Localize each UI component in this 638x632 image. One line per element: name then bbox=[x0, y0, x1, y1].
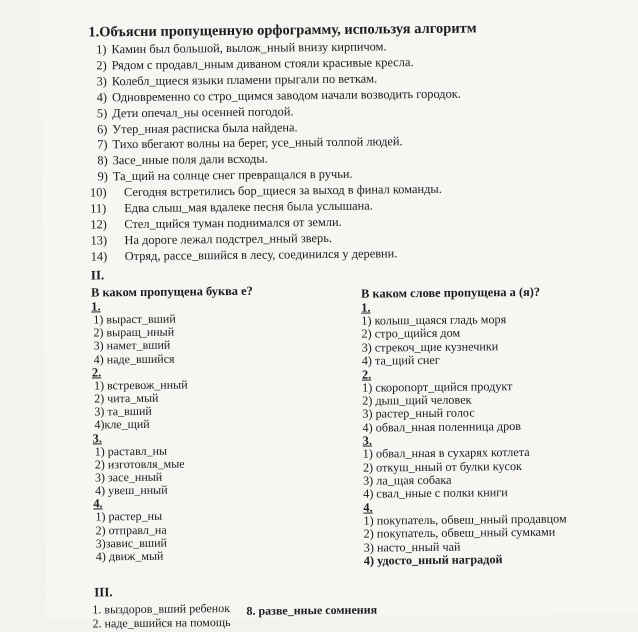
right-option: 3) насто_нный чай bbox=[363, 539, 461, 555]
section1-item bbox=[89, 135, 402, 153]
item-number: 10) bbox=[89, 185, 107, 200]
right-group-label: 1. bbox=[361, 300, 371, 315]
section1-item bbox=[89, 71, 377, 89]
section3-line2: 2. наде_вшийся на помощь bbox=[92, 615, 231, 631]
right-option: 3) растер_нный голос bbox=[362, 405, 475, 422]
item-text: На дороге лежал подстрел_нный зверь. bbox=[124, 230, 333, 247]
left-option: 4)кле_щий bbox=[94, 417, 150, 432]
item-number: 11) bbox=[90, 201, 107, 216]
section1-item bbox=[90, 231, 332, 249]
section1-item bbox=[90, 182, 442, 201]
right-option: 4) обвал_нная поленница дров bbox=[362, 418, 522, 435]
left-option: 4) движ_мый bbox=[95, 548, 164, 564]
item-number: 13) bbox=[90, 233, 108, 248]
right-question: В каком слове пропущена а (я)? bbox=[361, 284, 541, 301]
item-number: 2) bbox=[96, 58, 107, 73]
item-text: Камин был большой, вылож_нный внизу кирпичом. bbox=[111, 39, 387, 57]
item-number: 12) bbox=[90, 217, 107, 232]
item-text: Едва слыш_мая вдалеке песня была услышана. bbox=[124, 198, 373, 216]
left-option: 1) раставл_ны bbox=[94, 443, 168, 459]
left-option: 2) изготовля_мые bbox=[94, 456, 185, 472]
left-group-label: 3. bbox=[92, 430, 102, 446]
section1-item bbox=[90, 152, 268, 169]
item-text: Рядом с продавл_нным диваном стояли красивые кресла. bbox=[111, 54, 414, 73]
item-text: Стел_щийся туман поднимался от земли. bbox=[124, 214, 342, 232]
right-option: 2) откуш_нный от булки кусок bbox=[362, 458, 523, 475]
item-text: Одновременно со стро_щимся заводом начали возводить городок. bbox=[111, 86, 461, 104]
right-option: 4) удосто_нный наградой bbox=[363, 552, 503, 568]
section1-title: 1.Объясни пропущенную орфограмму, используя алгоритм bbox=[88, 20, 477, 41]
item-text: Засе_нные поля дали всходы. bbox=[112, 151, 268, 168]
item-number: 14) bbox=[90, 248, 108, 264]
item-text: Дети опечал_ны осенней погодой. bbox=[112, 103, 294, 120]
right-option: 1) скоропорт_щийся продукт bbox=[361, 378, 513, 395]
section1-item bbox=[90, 215, 341, 233]
left-option: 2) отправл_на bbox=[95, 522, 167, 538]
item-number: 1) bbox=[96, 42, 107, 57]
left-question: В каком пропущена буква е? bbox=[90, 283, 253, 300]
item-text: Колебл_щиеся языки пламени прыгали по веткам. bbox=[111, 71, 378, 89]
right-option: 1) обвал_нная в сухарях котлета bbox=[362, 445, 530, 461]
section1-item bbox=[89, 120, 297, 137]
left-option: 3) та_вший bbox=[94, 404, 152, 419]
item-number: 3) bbox=[96, 74, 107, 89]
section1-item bbox=[90, 199, 373, 217]
section1-item bbox=[91, 246, 398, 264]
right-option: 2) стро_щийся дом bbox=[361, 326, 461, 342]
item-number: 6) bbox=[96, 121, 108, 136]
left-group-label: 2. bbox=[91, 365, 102, 380]
right-group-label: 4. bbox=[363, 500, 373, 515]
left-option: 2) выращ_нный bbox=[93, 324, 175, 340]
left-group-label: 1. bbox=[91, 299, 101, 314]
left-option: 3)завис_вший bbox=[95, 535, 167, 551]
left-option: 4) увеш_нный bbox=[95, 482, 168, 498]
right-group-label: 3. bbox=[362, 433, 373, 448]
item-text: Сегодня встретились бор_щиеся за выход в финал команды. bbox=[123, 181, 442, 200]
item-number: 7) bbox=[97, 137, 108, 152]
section1-item bbox=[89, 86, 461, 105]
left-option: 3) засе_нный bbox=[94, 469, 163, 485]
right-group-label: 2. bbox=[361, 367, 372, 382]
section1-item bbox=[90, 167, 353, 185]
left-option: 2) чита_мый bbox=[94, 390, 159, 406]
left-option: 1) растер_ны bbox=[95, 509, 163, 524]
worksheet-page bbox=[40, 0, 638, 631]
item-text: Утер_нная расписка была найдена. bbox=[112, 119, 298, 136]
left-group-label: 4. bbox=[93, 496, 103, 511]
item-text: Та_щий на солнце снег превращался в ручьи. bbox=[112, 166, 353, 184]
right-option: 4) свал_нные с полки книги bbox=[363, 485, 508, 502]
section1-item bbox=[89, 104, 294, 121]
right-option: 3) ла_щая собака bbox=[362, 472, 452, 488]
section3-line1: 1. выздоров_вший ребенок bbox=[92, 601, 231, 617]
right-option: 2) дыш_щий человек bbox=[362, 392, 472, 408]
left-option: 4) наде_вшийся bbox=[93, 351, 175, 367]
right-option: 1) покупатель, обвеш_нный продавцом bbox=[363, 511, 567, 528]
right-option: 1) колыш_щаяся гладь моря bbox=[361, 312, 507, 328]
left-option: 1) встревож_нный bbox=[93, 377, 188, 393]
item-text: Отряд, рассе_вшийся в лесу, соединился у деревни. bbox=[124, 245, 398, 263]
right-option: 4) та_щий снег bbox=[361, 353, 440, 368]
left-option: 1) выраст_вший bbox=[93, 311, 176, 327]
section2-title: II. bbox=[90, 267, 105, 283]
right-option: 3) стрекоч_щие кузнечики bbox=[361, 339, 499, 355]
section3-title: III. bbox=[94, 584, 113, 600]
item-number: 8) bbox=[97, 153, 108, 168]
section3-line1-right: 8. разве_нные сомнения bbox=[246, 602, 378, 618]
item-text: Тихо вбегают волны на берег, усе_нный толпой людей. bbox=[112, 134, 403, 152]
item-number: 9) bbox=[97, 169, 108, 184]
item-number: 5) bbox=[96, 105, 108, 121]
left-option: 3) намет_вший bbox=[93, 338, 171, 353]
right-option: 2) покупатель, обвеш_нный сумками bbox=[363, 524, 556, 541]
item-number: 4) bbox=[96, 89, 108, 105]
